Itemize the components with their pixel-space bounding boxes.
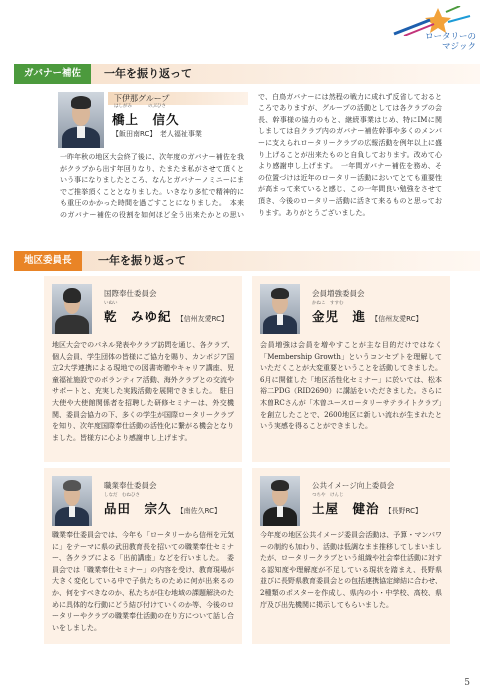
committee-role: 職業奉仕委員会	[104, 481, 157, 490]
portrait-photo	[260, 476, 300, 526]
person-name-block	[104, 301, 244, 325]
logo-line-1: ロータリーの	[424, 32, 476, 42]
rotary-magic-logo	[390, 6, 476, 54]
affiliation: 【飯田南RC】 老人福祉事業	[112, 130, 202, 138]
section-banner-governor-assistant	[14, 64, 480, 84]
name-ruby: いぬい	[104, 301, 118, 306]
club-name: 【長野RC】	[384, 507, 423, 515]
portrait-photo	[260, 284, 300, 334]
person-name: 乾 みゆ紀	[104, 309, 172, 324]
portrait-photo	[58, 92, 104, 148]
report-text: 職業奉仕委員会では、今年も「ロータリーから信州を元気に」をテーマに県の武田教育長を招いての職業奉仕セミナー、各クラブによる「出前講座」などを行いました。 委員会では「職業奉仕セミナー」の内容を受け、教育現場が大きく変化している中で子供たちのために何が出来るのか、何をすべきなのか、私たちが住む地域の課題解決のために具体的な行動にどう結び付けていくのか等、今後のロータリーやクラブの職業奉仕活動の在り方について話し合いをしました。	[52, 531, 234, 632]
section-banner-district-chairs	[14, 251, 480, 271]
chair-card-public-image	[252, 468, 450, 644]
logo-line-2: マジック	[441, 42, 476, 52]
report-text: 会員増強は会員を増やすことが主な目的だけではなく「Membership Growth」というコンセプトを理解していただくことが大変重要ということを活動してきました。6月に開催した「地区活性化セミナー」に於いては、松本裕二PDG（RID2690）に講話をいただきました。さらに木曽RCさんが「木曽ユースロータリーサテライトクラブ」を創立したことで、2600地区に新しい流れが生まれたという実感を得ることができました。	[260, 341, 442, 431]
club-name: 【南佐久RC】	[176, 507, 222, 515]
committee-role: 公共イメージ向上委員会	[312, 481, 395, 490]
person-name-block	[112, 104, 252, 127]
group-label: 下伊那グループ	[114, 94, 170, 103]
report-text: 地区大会でのパネル発表やクラブ訪問を通じ、各クラブ、個人会員、学生団体の皆様にご協力を賜り、カンボジア国立2大学連携による現地での図書寄贈やキャリア講座、児童福祉施設でのボランティア活動、海外クラブとの交流やサポートと、充実した実践活動を展開できました。 駐日大使や大使館関係者を招聘した研修セミナーは、外交機関、委員会協力の下、多くの学生が国際ロータリークラブを知り、次年度国際奉仕活動の活性化に繋がる機会となりました。皆様方に心より感謝申し上げます。	[52, 341, 234, 442]
person-name: 金児 進	[312, 309, 367, 324]
section-tag: ガバナー補佐	[14, 64, 91, 84]
column-text-left	[60, 152, 244, 222]
person-name-block	[104, 493, 244, 517]
logo-text	[425, 32, 476, 52]
name-ruby-given: のぶひさ	[148, 104, 166, 109]
committee-role: 国際奉仕委員会	[104, 289, 157, 298]
name-ruby-family: はしがみ	[114, 104, 132, 109]
report-text: 今年度の地区公共イメージ委員会活動は、予算・マンパワーの制約も加わり、活動は低調なまま推移してしまいましたが、ロータリークラブという組織や社会奉仕活動に対する認知度や理解度が不足している現状を踏まえ、長野県並びに長野県教育委員会との包括連携協定締結に合わせ、2種類のポスターを作成し、県内の小・中学校、高校、県庁及び出先機関に掲示してもらいました。	[260, 531, 442, 609]
club-name: 【信州友愛RC】	[176, 315, 229, 323]
committee-role: 会員増強委員会	[312, 289, 365, 298]
name-ruby: かねこ すすむ	[312, 301, 344, 306]
person-name-block	[312, 301, 452, 325]
name-ruby: しなだ むねひさ	[104, 493, 140, 498]
club-name: 【信州友愛RC】	[371, 315, 423, 323]
governor-text-part2: で、白鳥ガバナーには然程の戦力に成れず反省しておるところでありますが、グループの活動としては各クラブの会長、幹事様の協力のもと、継続事業はじめ、特にIMに関しましては自クラブ内のガバナー補佐幹事や多くのメンバーに支えられロータリークラブの広報活動を例年以上に盛り上げることが出来たものと自負しております。改めて心より感謝申し上げます。 一年間ガバナー補佐を務め、その位置づけは近年のロータリー活動においてとても重要性が高まって来ていると感じ、この一年間良い勉強をさせて頂き、今後のロータリー活動に活きて来るものと思っております。ありがとうございました。	[258, 92, 442, 217]
page-number: 5	[464, 678, 470, 688]
chair-card-vocational	[44, 468, 242, 644]
name-ruby: つちや けんじ	[312, 493, 344, 498]
chair-report	[260, 340, 442, 458]
chair-report	[52, 530, 234, 640]
portrait-photo	[52, 476, 92, 526]
chair-report	[52, 340, 234, 458]
chair-card-membership	[252, 276, 450, 462]
portrait-photo	[52, 284, 92, 334]
section-tag: 地区委員長	[14, 251, 82, 271]
person-name-block	[312, 493, 452, 517]
chair-card-international	[44, 276, 242, 462]
person-name: 橋上 信久	[112, 112, 180, 127]
section-title: 一年を振り返って	[104, 67, 192, 80]
chair-report	[260, 530, 442, 640]
person-name: 品田 宗久	[104, 501, 172, 516]
section-title: 一年を振り返って	[98, 254, 186, 267]
person-name: 土屋 健治	[312, 501, 380, 516]
column-text-right	[258, 92, 442, 222]
governor-text-part1: 一昨年秋の地区大会終了後に、次年度のガバナー補佐を我がクラブから出す年回りなり、たまたま私がさせて頂くという事になりましたところ、なんとガバナーノミニーにまでご推挙頂くこととなりました。いきなり多忙で精神的にも重圧のかかった時間を過ごすことになりました。 本来のガバナー補佐の役割を如何ほど全う出来たかとの思い	[60, 153, 244, 219]
